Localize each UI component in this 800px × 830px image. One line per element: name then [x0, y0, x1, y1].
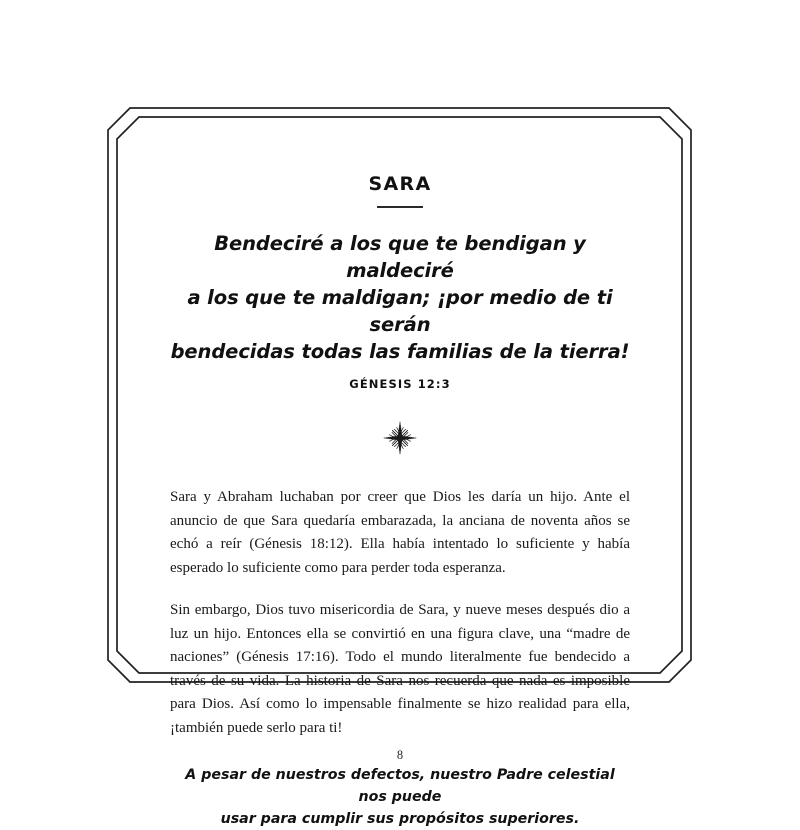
page-title: SARA — [368, 173, 432, 195]
page-number: 8 — [396, 748, 404, 762]
body-paragraph: Sara y Abraham luchaban por creer que Dios les daría un hijo. Ante el anuncio de que Sara quedaría embarazada, la anciana de noventa años se echó a reír (Génesis 18:12). Ella había intentado lo suficiente y había esperado lo suficiente como para perder toda esperanza. — [170, 489, 630, 576]
closing-line: usar para cumplir sus propósitos superiores. — [220, 811, 580, 827]
verse-line: a los que te maldigan; ¡por medio de ti serán — [187, 286, 613, 336]
verse-line: Bendeciré a los que te bendigan y maldeciré — [214, 232, 586, 282]
closing-line: A pesar de nuestros defectos, nuestro Padre celestial nos puede — [185, 767, 615, 805]
verse-line: bendecidas todas las familias de la tierra! — [170, 340, 630, 363]
scripture-reference: GÉNESIS 12:3 — [349, 377, 451, 391]
title-rule — [377, 206, 423, 208]
body-paragraph: Sin embargo, Dios tuvo misericordia de Sara, y nueve meses después dio a luz un hijo. Entonces ella se convirtió en una figura clave, una “madre de naciones” (Génesis 17:16). Todo el mundo literalmente fue bendecido a través de su vida. La historia de Sara nos recuerda que nada es imposible para Dios. Así como lo impensable finalmente se hizo realidad para ella, ¡también puede serlo para ti! — [170, 602, 630, 736]
body-text — [170, 486, 630, 740]
page-content — [170, 108, 630, 830]
ornament-container — [170, 421, 630, 455]
closing-statement — [170, 764, 630, 830]
starburst-ornament — [383, 421, 417, 455]
scripture-verse — [170, 230, 630, 365]
